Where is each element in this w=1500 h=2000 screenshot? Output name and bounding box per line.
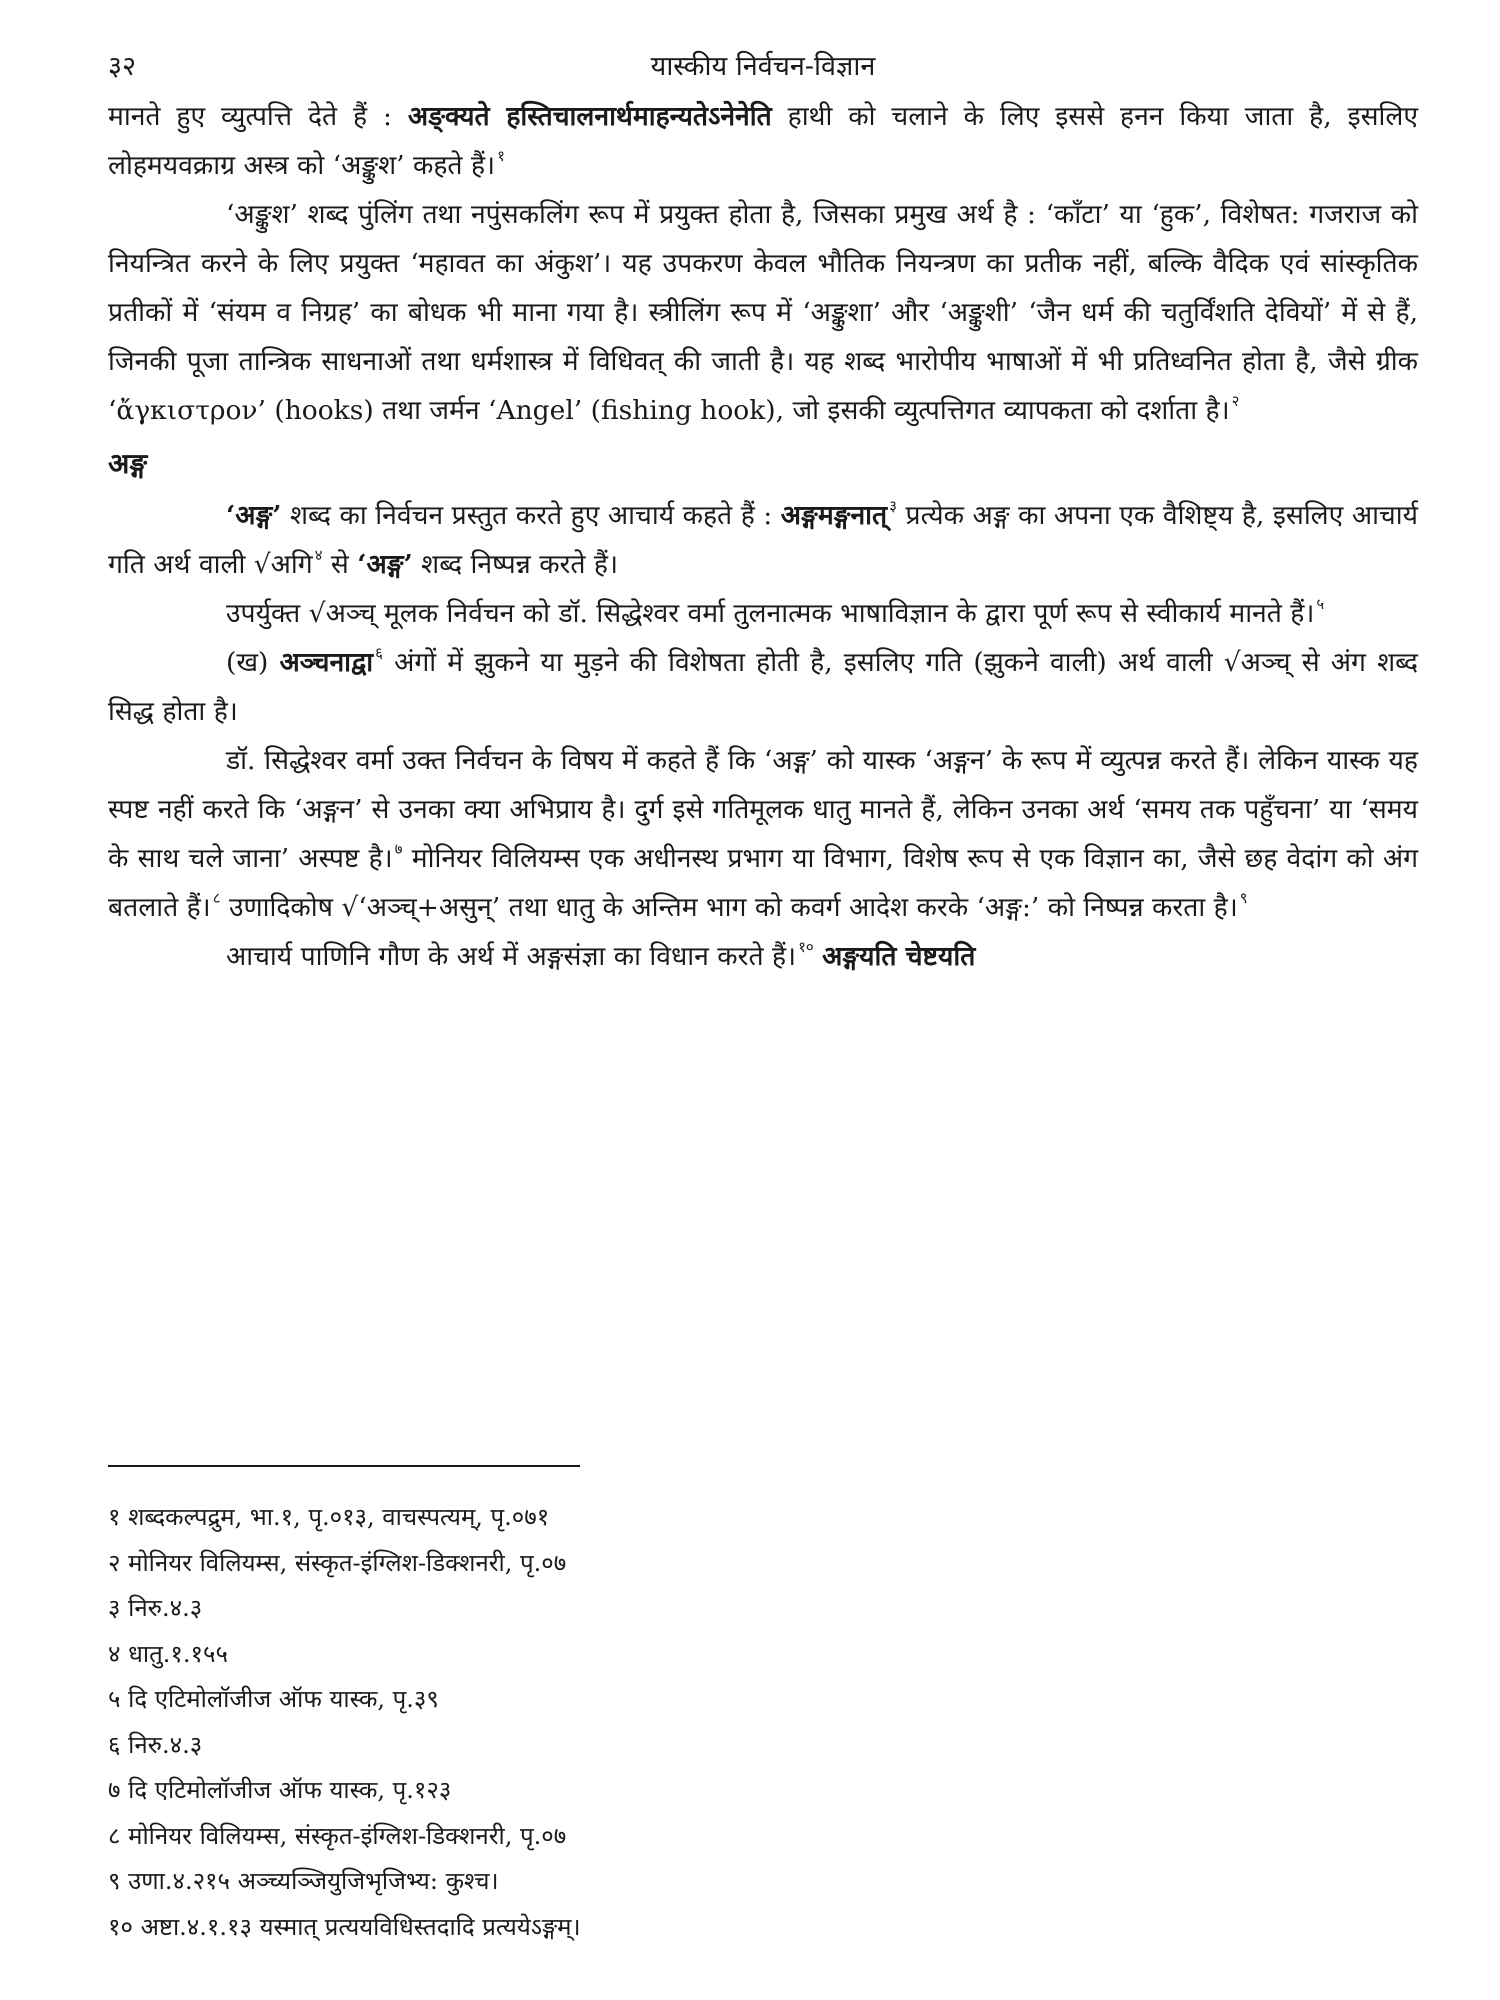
paragraph-1 bbox=[108, 92, 1418, 190]
text-run: प्रत्येक अङ्ग का अपना एक वैशिष्ट्य है, इसलिए आचार्य गति अर्थ वाली √अगि bbox=[108, 500, 1418, 580]
text-run: मोनियर विलियम्स एक अधीनस्थ प्रभाग या विभाग, विशेष रूप से एक विज्ञान का, जैसे छह वेदांग को अंग बतलाते हैं। bbox=[108, 843, 1418, 923]
text-run: हाथी को चलाने के लिए इससे हनन किया जाता है, इसलिए लोहमयवक्राग्र अस्त्र को ‘अङ्कुश’ कहते हैं। bbox=[108, 101, 1418, 181]
sanskrit-derivation: अङ्गयति चेष्टयति bbox=[822, 941, 976, 972]
footnote-ref-8[interactable]: ८ bbox=[212, 889, 221, 907]
footnote-item: ५ दि एटिमोलॉजीज ऑफ यास्क, पृ.३९ bbox=[108, 1685, 439, 1713]
paragraph-2 bbox=[108, 190, 1418, 435]
section-heading: अङ्ग bbox=[108, 447, 148, 480]
term: ‘अङ्ग’ bbox=[357, 549, 413, 580]
sanskrit-derivation: अङ्गमङ्गनात् bbox=[780, 500, 888, 531]
page-header bbox=[108, 36, 1418, 92]
text-run bbox=[814, 941, 822, 972]
footnote-separator bbox=[108, 1465, 580, 1467]
term: ‘अङ्ग’ bbox=[226, 500, 282, 531]
text-run: आचार्य पाणिनि गौण के अर्थ में अङ्गसंज्ञा का विधान करते हैं। bbox=[226, 941, 797, 972]
footnote-ref-1[interactable]: १ bbox=[497, 147, 505, 165]
footnote-item: १ शब्दकल्पद्रुम, भा.१, पृ.०१३, वाचस्पत्यम्, पृ.०७१ bbox=[108, 1503, 550, 1531]
footnote-ref-7[interactable]: ७ bbox=[394, 840, 403, 858]
body-text bbox=[108, 92, 1418, 981]
footnote-item: ६ निरु.४.३ bbox=[108, 1730, 203, 1759]
text-run: उणादिकोष √‘अञ्च्+असुन्’ तथा धातु के अन्तिम भाग को कवर्ग आदेश करके ‘अङ्ग:’ को निष्पन्न करता है। bbox=[220, 892, 1238, 923]
paragraph-3 bbox=[108, 491, 1418, 589]
paragraph-4 bbox=[108, 589, 1418, 638]
footnote-item: ८ मोनियर विलियम्स, संस्कृत-इंग्लिश-डिक्शनरी, पृ.०७ bbox=[108, 1821, 567, 1850]
footnote-item: २ मोनियर विलियम्स, संस्कृत-इंग्लिश-डिक्शनरी, पृ.०७ bbox=[108, 1548, 567, 1577]
text-run: उपर्युक्त √अञ्च् मूलक निर्वचन को डॉ. सिद्धेश्वर वर्मा तुलनात्मक भाषाविज्ञान के द्वारा पूर्ण रूप से स्वीकार्य मानते हैं। bbox=[226, 598, 1315, 629]
paragraph-6 bbox=[108, 736, 1418, 932]
footnote-item: ४ धातु.१.१५५ bbox=[108, 1639, 228, 1668]
footnote-ref-5[interactable]: ५ bbox=[1316, 595, 1325, 613]
footnote-ref-9[interactable]: ९ bbox=[1239, 889, 1248, 907]
footnote-item: ९ उणा.४.२१५ अञ्च्यञ्जियुजिभृजिभ्य: कुश्च। bbox=[108, 1867, 499, 1895]
text-run: ‘अङ्कुश’ शब्द पुंलिंग तथा नपुंसकलिंग रूप में प्रयुक्त होता है, जिसका प्रमुख अर्थ है : ‘काँटा’ या ‘हुक’, विशेषत: गजराज को नियन्त्रित करने के लिए प्रयुक्त ‘महावत का अंकुश’। यह उपकरण केवल भौतिक नियन्त्रण का प्रतीक नहीं, बल्कि वैदिक एवं सांस्कृतिक प्रतीकों में ‘संयम व निग्रह’ का बोधक भी माना गया है। स्त्रीलिंग रूप में ‘अङ्कुशा’ और ‘अङ्कुशी’ ‘जैन धर्म की चतुर्विंशति देवियों’ में से हैं, जिनकी पूजा तान्त्रिक साधनाओं तथा धर्मशास्त्र में विधिवत् की जाती है। यह शब्द भारोपीय भाषाओं में भी प्रतिध्वनित होता है, जैसे ग्रीक ‘ἄγκιστρον’ (hooks) तथा जर्मन ‘Angel’ (fishing hook), जो इसकी व्युत्पत्तिगत व्यापकता को दर्शाता है। bbox=[108, 199, 1418, 426]
page-number: ३२ bbox=[108, 51, 137, 82]
text-run: मानते हुए व्युत्पत्ति देते हैं : bbox=[108, 101, 408, 132]
sanskrit-derivation: अङ्क्यते हस्तिचालनार्थमाहन्यतेऽनेनेति bbox=[407, 101, 772, 132]
footnote-item: १० अष्टा.४.१.१३ यस्मात् प्रत्ययविधिस्तदादि प्रत्ययेऽङ्गम्। bbox=[108, 1912, 581, 1941]
text-run: से bbox=[322, 549, 358, 580]
footnote-ref-3[interactable]: ३ bbox=[889, 497, 897, 515]
text-run: शब्द निष्पन्न करते हैं। bbox=[412, 549, 619, 580]
footnote-ref-2[interactable]: २ bbox=[1231, 392, 1240, 410]
sanskrit-derivation: अञ्चनाद्वा bbox=[279, 647, 374, 678]
footnotes-list bbox=[108, 1495, 1308, 1950]
footnote-ref-6[interactable]: ६ bbox=[375, 644, 383, 662]
footnote-item: ७ दि एटिमोलॉजीज ऑफ यास्क, पृ.१२३ bbox=[108, 1776, 452, 1804]
text-run: (ख) bbox=[226, 647, 280, 678]
running-title: यास्कीय निर्वचन-विज्ञान bbox=[650, 51, 876, 82]
paragraph-7 bbox=[108, 932, 1418, 981]
footnote-item: ३ निरु.४.३ bbox=[108, 1594, 203, 1622]
footnote-ref-10[interactable]: १० bbox=[798, 938, 814, 956]
text-run: डॉ. सिद्धेश्वर वर्मा उक्त निर्वचन के विषय में कहते हैं कि ‘अङ्ग’ को यास्क ‘अङ्गन’ के रूप में व्युत्पन्न करते हैं। लेकिन यास्क यह स्पष्ट नहीं करते कि ‘अङ्गन’ से उनका क्या अभिप्राय है। दुर्ग इसे गतिमूलक धातु मानते हैं, लेकिन उनका अर्थ ‘समय तक पहुँचना’ या ‘समय के साथ चले जाना’ अस्पष्ट है। bbox=[108, 745, 1418, 874]
footnote-ref-4[interactable]: ४ bbox=[314, 546, 323, 564]
text-run: शब्द का निर्वचन प्रस्तुत करते हुए आचार्य कहते हैं : bbox=[281, 500, 781, 531]
page bbox=[108, 36, 1418, 981]
text-run: अंगों में झुकने या मुड़ने की विशेषता होती है, इसलिए गति (झुकने वाली) अर्थ वाली √अञ्च् से अंग शब्द सिद्ध होता है। bbox=[108, 647, 1419, 727]
paragraph-5 bbox=[108, 638, 1418, 736]
